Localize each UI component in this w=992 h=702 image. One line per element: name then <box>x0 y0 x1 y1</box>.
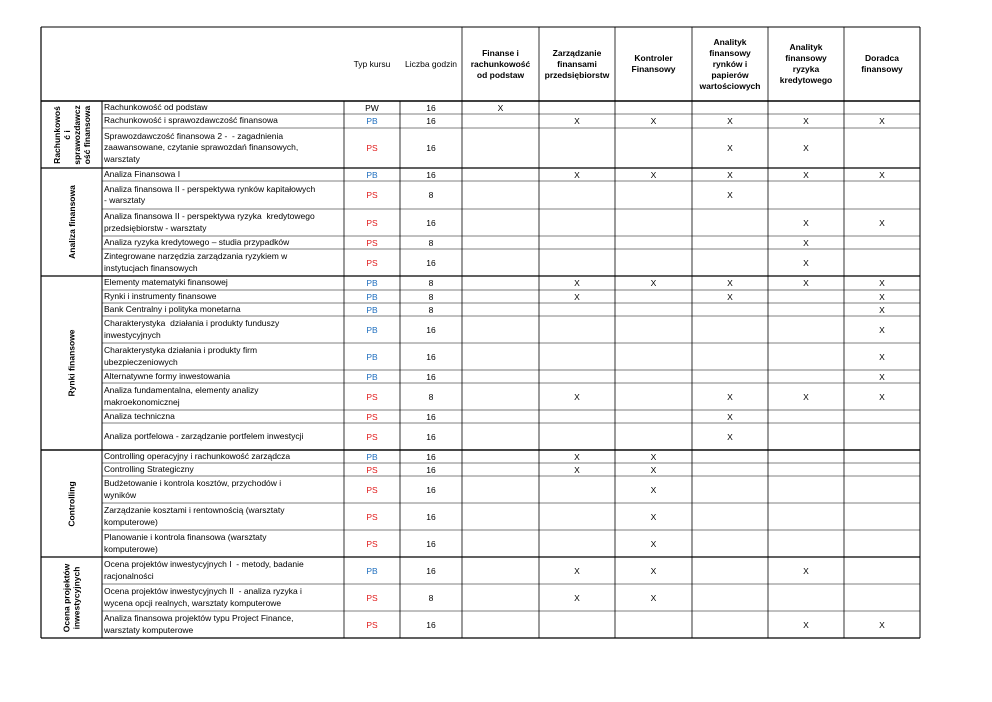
role-mark-cell: X <box>650 116 657 126</box>
role-mark-cell <box>844 128 920 168</box>
role-mark-cell <box>615 181 692 209</box>
role-mark-cell: X <box>879 291 885 302</box>
course-hours-value: 16 <box>426 411 436 422</box>
header-role-1: Finanse i rachunkowość od podstaw <box>470 47 531 80</box>
role-mark-cell <box>615 101 692 114</box>
role-mark-cell: X <box>574 169 580 180</box>
role-mark-cell: X <box>879 619 885 630</box>
role-mark-cell <box>615 236 692 249</box>
role-mark-cell <box>462 410 539 423</box>
course-hours-value: 16 <box>426 169 436 180</box>
header-role-2: Zarządzanie finansami przedsiębiorstw <box>544 47 610 80</box>
role-mark-cell <box>462 611 539 638</box>
role-mark-cell: X <box>574 565 580 576</box>
course-hours-value: 8 <box>428 278 434 288</box>
course-type-value: PB <box>366 116 378 126</box>
course-type-value: PB <box>366 371 378 382</box>
role-mark-cell: X <box>803 257 809 268</box>
course-name: Ocena projektów inwestycyjnych II - analiza ryzyka i wycena opcji realnych, warsztaty komputerowe <box>104 586 302 608</box>
course-name: Analiza fundamentalna, elementy analizy makroekonomicznej <box>104 385 259 407</box>
course-hours-value: 8 <box>428 237 434 248</box>
course-type-value: PS <box>366 411 378 422</box>
role-mark-cell <box>692 557 768 584</box>
role-mark-cell <box>844 423 920 450</box>
role-mark-cell <box>462 181 539 209</box>
role-mark-cell <box>539 209 615 236</box>
course-hours-value: 16 <box>426 217 436 228</box>
role-mark-cell <box>844 503 920 530</box>
course-type-value: PS <box>366 143 378 153</box>
course-name: Ocena projektów inwestycyjnych I - metody, badanie racjonalności <box>104 559 304 581</box>
role-mark-cell <box>768 316 844 343</box>
role-mark-cell <box>768 584 844 611</box>
course-name: Budżetowanie i kontrola kosztów, przychodów i wyników <box>104 478 282 500</box>
role-mark-cell <box>768 370 844 383</box>
role-mark-cell <box>844 557 920 584</box>
course-type-value: PB <box>366 291 378 302</box>
role-mark-cell <box>462 168 539 181</box>
course-hours-value: 16 <box>426 371 436 382</box>
group-label-1 <box>41 101 102 168</box>
role-mark-cell <box>692 101 768 114</box>
group-label-text: Rynki finansowe <box>66 329 77 397</box>
course-hours-value: 8 <box>428 592 434 603</box>
role-mark-cell <box>844 249 920 276</box>
group-label-text: Ocena projektów inwestycyjnych <box>61 563 82 632</box>
course-name: Bank Centralny i polityka monetarna <box>104 303 241 314</box>
course-hours-value: 16 <box>426 102 436 113</box>
role-mark-cell <box>768 290 844 303</box>
role-mark-cell <box>539 370 615 383</box>
role-mark-cell <box>539 249 615 276</box>
role-mark-cell: X <box>650 278 657 288</box>
course-type-value: PS <box>366 619 378 630</box>
role-mark-cell: X <box>650 511 657 522</box>
course-hours-value: 16 <box>426 431 436 442</box>
role-mark-cell <box>615 611 692 638</box>
course-name: Analiza techniczna <box>104 410 175 421</box>
role-mark-cell <box>844 410 920 423</box>
course-type-value: PB <box>366 451 378 462</box>
role-mark-cell <box>768 503 844 530</box>
group-label-text: Rachunkowoś ć i sprawozdawcz ość finansowa <box>51 104 92 165</box>
course-name: Analiza Finansowa I <box>104 168 181 179</box>
role-mark-cell <box>844 181 920 209</box>
role-mark-cell <box>462 463 539 476</box>
role-mark-cell <box>462 303 539 316</box>
course-hours-value: 16 <box>426 116 436 126</box>
role-mark-cell <box>692 236 768 249</box>
course-hours-value: 16 <box>426 324 436 335</box>
course-type-value: PS <box>366 431 378 442</box>
course-name: Analiza finansowa projektów typu Project Finance, warsztaty komputerowe <box>104 613 294 635</box>
course-name: Rachunkowość od podstaw <box>104 101 208 112</box>
course-type-value: PB <box>366 351 378 362</box>
role-mark-cell <box>844 101 920 114</box>
course-hours-value: 16 <box>426 511 436 522</box>
role-mark-cell: X <box>803 391 809 402</box>
role-mark-cell <box>615 423 692 450</box>
role-mark-cell: X <box>803 619 809 630</box>
course-name: Controlling operacyjny i rachunkowość zarządcza <box>104 450 291 461</box>
role-mark-cell: X <box>650 565 657 576</box>
course-type-value: PB <box>366 324 378 335</box>
role-mark-cell <box>539 503 615 530</box>
role-mark-cell: X <box>574 592 580 603</box>
role-mark-cell <box>615 128 692 168</box>
role-mark-cell <box>615 249 692 276</box>
role-mark-cell <box>768 476 844 503</box>
role-mark-cell <box>844 236 920 249</box>
course-type-value: PS <box>366 190 378 200</box>
role-mark-cell <box>615 343 692 370</box>
course-hours-value: 16 <box>426 538 436 549</box>
course-name: Zintegrowane narzędzia zarządzania ryzykiem w instytucjach finansowych <box>104 251 288 273</box>
role-mark-cell <box>539 128 615 168</box>
role-mark-cell <box>768 450 844 463</box>
role-mark-cell <box>539 316 615 343</box>
course-type-value: PS <box>366 484 378 495</box>
role-mark-cell: X <box>727 116 733 126</box>
role-mark-cell <box>462 530 539 557</box>
role-mark-cell <box>692 249 768 276</box>
role-mark-cell: X <box>803 237 809 248</box>
role-mark-cell <box>615 209 692 236</box>
role-mark-cell <box>462 584 539 611</box>
role-mark-cell <box>615 303 692 316</box>
role-mark-cell: X <box>650 451 657 462</box>
course-type-value: PS <box>366 237 378 248</box>
role-mark-cell <box>462 236 539 249</box>
course-hours-value: 16 <box>426 464 436 475</box>
role-mark-cell: X <box>803 565 809 576</box>
role-mark-cell <box>844 463 920 476</box>
role-mark-cell <box>462 450 539 463</box>
role-mark-cell <box>539 181 615 209</box>
role-mark-cell <box>692 584 768 611</box>
course-name: Analiza portfelowa - zarządzanie portfelem inwestycji <box>104 430 304 441</box>
role-mark-cell: X <box>574 464 580 475</box>
course-type-value: PS <box>366 538 378 549</box>
role-mark-cell <box>462 343 539 370</box>
role-mark-cell <box>692 530 768 557</box>
role-mark-cell <box>462 370 539 383</box>
role-mark-cell <box>692 370 768 383</box>
role-mark-cell: X <box>727 190 733 200</box>
role-mark-cell: X <box>879 351 885 362</box>
role-mark-cell <box>462 128 539 168</box>
group-label-2 <box>41 168 102 276</box>
role-mark-cell <box>768 410 844 423</box>
role-mark-cell: X <box>650 464 657 475</box>
role-mark-cell <box>692 316 768 343</box>
role-mark-cell <box>539 611 615 638</box>
role-mark-cell <box>692 450 768 463</box>
course-name: Sprawozdawczość finansowa 2 - - zagadnienia zaawansowane, czytanie sprawozdań finansowych, warsztaty <box>104 131 299 164</box>
course-name: Controlling Strategiczny <box>104 463 194 474</box>
role-mark-cell <box>768 343 844 370</box>
role-mark-cell: X <box>879 278 885 288</box>
course-hours-value: 16 <box>426 451 436 462</box>
role-mark-cell: X <box>879 116 885 126</box>
course-type-value: PB <box>366 278 378 288</box>
role-mark-cell <box>539 101 615 114</box>
course-type-value: PS <box>366 511 378 522</box>
role-mark-cell <box>768 181 844 209</box>
role-mark-cell: X <box>574 116 580 126</box>
course-name: Analiza ryzyka kredytowego – studia przypadków <box>104 236 290 247</box>
role-mark-cell <box>692 343 768 370</box>
course-type-value: PS <box>366 464 378 475</box>
role-mark-cell <box>462 557 539 584</box>
role-mark-cell <box>462 383 539 410</box>
role-mark-cell <box>462 316 539 343</box>
role-mark-cell: X <box>574 278 580 288</box>
course-hours-value: 8 <box>428 291 434 302</box>
role-mark-cell: X <box>650 592 657 603</box>
course-name: Zarządzanie kosztami i rentownością (warsztaty komputerowe) <box>104 505 285 527</box>
role-mark-cell: X <box>727 291 733 302</box>
course-name: Elementy matematyki finansowej <box>104 277 228 288</box>
course-hours-value: 16 <box>426 351 436 362</box>
course-type-value: PS <box>366 592 378 603</box>
role-mark-cell <box>615 370 692 383</box>
role-mark-cell <box>615 383 692 410</box>
course-name: Rachunkowość i sprawozdawczość finansowa <box>104 115 278 126</box>
role-mark-cell: X <box>650 484 657 495</box>
role-mark-cell: X <box>727 391 733 402</box>
course-hours-value: 16 <box>426 257 436 268</box>
role-mark-cell: X <box>803 169 809 180</box>
group-label-text: Controlling <box>66 480 77 527</box>
group-label-text: Analiza finansowa <box>66 185 77 259</box>
role-mark-cell <box>539 343 615 370</box>
role-mark-cell <box>692 476 768 503</box>
role-mark-cell <box>844 530 920 557</box>
group-label-4 <box>41 450 102 557</box>
course-name: Rynki i instrumenty finansowe <box>104 290 217 301</box>
role-mark-cell: X <box>727 278 733 288</box>
role-mark-cell: X <box>879 217 885 228</box>
role-mark-cell <box>462 290 539 303</box>
role-mark-cell: X <box>879 324 885 335</box>
role-mark-cell: X <box>879 304 885 315</box>
course-name: Planowanie i kontrola finansowa (warsztaty komputerowe) <box>104 532 267 554</box>
role-mark-cell <box>462 276 539 290</box>
course-name: Charakterystyka działania i produkty firm ubezpieczeniowych <box>104 345 258 367</box>
course-name: Analiza finansowa II - perspektywa ryzyka kredytowego przedsiębiorstw - warsztaty <box>104 211 315 233</box>
role-mark-cell <box>844 476 920 503</box>
role-mark-cell <box>539 476 615 503</box>
role-mark-cell <box>615 316 692 343</box>
role-mark-cell <box>844 584 920 611</box>
role-mark-cell <box>768 463 844 476</box>
role-mark-cell <box>692 303 768 316</box>
role-mark-cell: X <box>803 143 809 153</box>
role-mark-cell: X <box>879 391 885 402</box>
role-mark-cell <box>692 463 768 476</box>
course-type-value: PB <box>366 304 378 315</box>
course-hours-value: 8 <box>428 190 434 200</box>
role-mark-cell <box>462 114 539 128</box>
role-mark-cell: X <box>497 102 504 113</box>
role-mark-cell: X <box>574 391 580 402</box>
role-mark-cell <box>539 530 615 557</box>
role-mark-cell <box>462 503 539 530</box>
course-hours-value: 16 <box>426 619 436 630</box>
course-type-value: PS <box>366 257 378 268</box>
course-type-value: PB <box>366 565 378 576</box>
role-mark-cell <box>692 209 768 236</box>
course-hours-value: 16 <box>426 484 436 495</box>
role-mark-cell <box>768 303 844 316</box>
header-role-6: Doradca finansowy <box>861 53 903 74</box>
course-hours-value: 8 <box>428 304 434 315</box>
course-type-value: PB <box>366 169 378 180</box>
role-mark-cell: X <box>727 143 733 153</box>
role-mark-cell <box>844 450 920 463</box>
header-role-3: Kontroler Finansowy <box>631 53 676 74</box>
role-mark-cell <box>539 423 615 450</box>
role-mark-cell <box>539 303 615 316</box>
course-type-value: PW <box>365 102 379 113</box>
course-type-value: PS <box>366 217 378 228</box>
role-mark-cell <box>768 530 844 557</box>
role-mark-cell <box>615 290 692 303</box>
header-role-5: Analityk finansowy ryzyka kredytowego <box>779 42 833 85</box>
role-mark-cell: X <box>650 538 657 549</box>
course-name: Analiza finansowa II - perspektywa rynków kapitałowych - warsztaty <box>104 183 316 205</box>
course-type-value: PS <box>366 391 378 402</box>
role-mark-cell: X <box>727 431 733 442</box>
role-mark-cell: X <box>574 451 580 462</box>
role-mark-cell <box>462 423 539 450</box>
role-mark-cell: X <box>727 411 733 422</box>
role-mark-cell: X <box>879 169 885 180</box>
course-name: Alternatywne formy inwestowania <box>104 370 231 381</box>
role-mark-cell <box>462 249 539 276</box>
group-label-5 <box>41 557 102 638</box>
role-mark-cell: X <box>879 371 885 382</box>
role-mark-cell <box>768 423 844 450</box>
role-mark-cell <box>768 101 844 114</box>
role-mark-cell: X <box>803 116 809 126</box>
role-mark-cell: X <box>803 217 809 228</box>
role-mark-cell <box>539 410 615 423</box>
role-mark-cell <box>539 236 615 249</box>
role-mark-cell: X <box>574 291 580 302</box>
header-hours: Liczba godzin <box>405 58 457 69</box>
role-mark-cell <box>692 611 768 638</box>
header-role-4: Analityk finansowy rynków i papierów wartościowych <box>699 36 761 91</box>
role-mark-cell <box>615 410 692 423</box>
role-mark-cell: X <box>650 169 657 180</box>
course-name: Charakterystyka działania i produkty funduszy inwestycyjnych <box>104 318 280 340</box>
role-mark-cell <box>462 209 539 236</box>
group-label-3 <box>41 276 102 450</box>
course-hours-value: 16 <box>426 143 436 153</box>
role-mark-cell <box>692 503 768 530</box>
course-hours-value: 16 <box>426 565 436 576</box>
role-mark-cell: X <box>727 169 733 180</box>
header-course-type: Typ kursu <box>353 58 391 69</box>
role-mark-cell <box>462 476 539 503</box>
role-mark-cell: X <box>803 278 809 288</box>
course-hours-value: 8 <box>428 391 434 402</box>
